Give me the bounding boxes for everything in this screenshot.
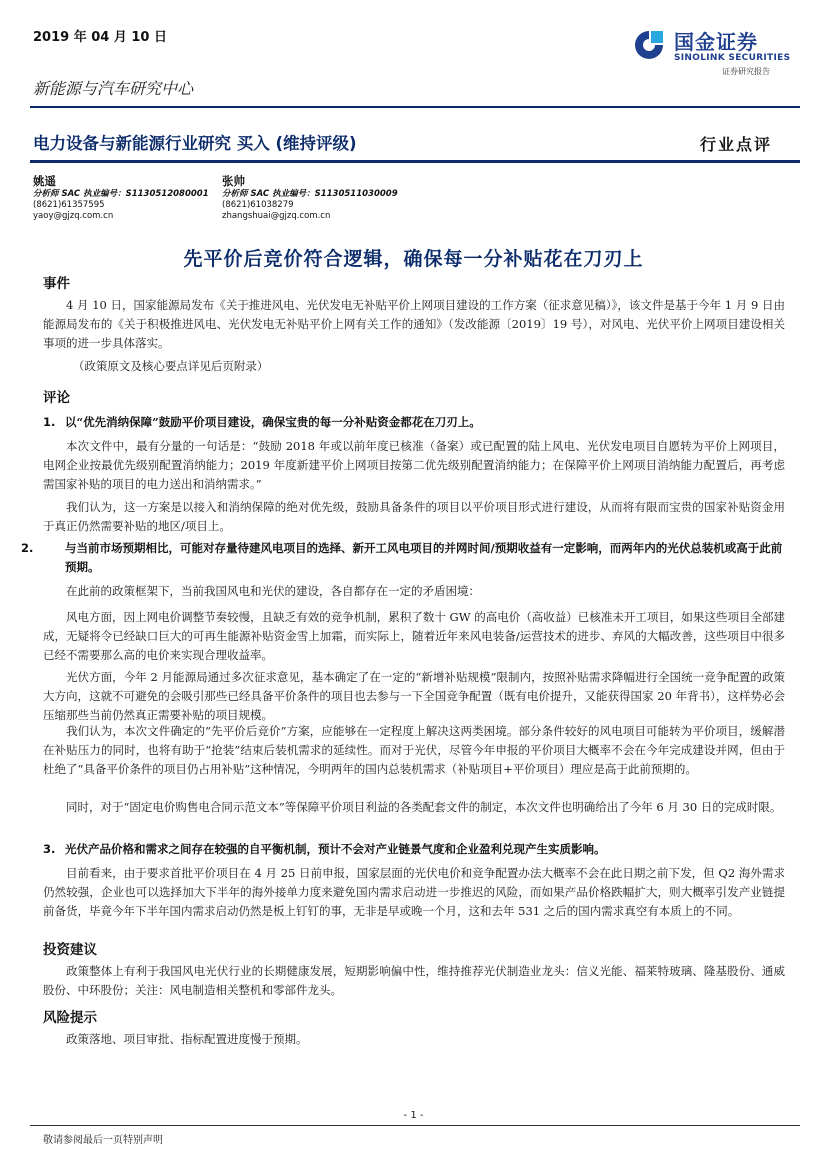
point-number: 1. <box>43 415 56 429</box>
analyst-phone: (8621)61357595 <box>33 200 105 210</box>
point1-paragraph: 本次文件中，最有分量的一句话是：“鼓励 2018 年或以前年度已核准（备案）或已配置的陆上风电、光伏发电项目自愿转为平价上网项目，电网企业按最优先级别配置消纳能力；2019 年度新建平价上网项目按第二优先级别配置消纳能力；在保障平价上网项目消纳能力配置后，再考虑需国家补贴的项目的电力送出和消纳需求。” <box>43 439 785 491</box>
footer-disclaimer: 敬请参阅最后一页特别声明 <box>43 1135 163 1146</box>
point-text: 以“优先消纳保障”鼓励平价项目建设，确保宝贵的每一分补贴资金都花在刀刃上。 <box>65 415 481 429</box>
analyst-license: 分析师 SAC 执业编号：S1130511030009 <box>222 189 398 199</box>
page-number: - 1 - <box>403 1110 424 1121</box>
sinolink-logo <box>632 26 802 78</box>
analyst-card <box>222 176 398 222</box>
analyst-phone: (8621)61038279 <box>222 200 294 210</box>
report-type: 行业点评 <box>700 135 773 154</box>
point2-paragraph: 同时，对于“固定电价购售电合同示范文本”等保障平价项目利益的各类配套文件的制定，本次文件也明确给出了今年 6 月 30 日的完成时限。 <box>66 800 782 814</box>
point-number: 3. <box>43 842 56 856</box>
header-rule <box>30 106 800 108</box>
logo-chinese-name: 国金证券 <box>674 30 758 54</box>
point1-paragraph: 我们认为，这一方案是以接入和消纳保障的绝对优先级，鼓励具备条件的项目以平价项目形式进行建设，从而将有限而宝贵的国家补贴资金用于真正仍然需要补贴的地区/项目上。 <box>43 500 785 533</box>
point2-paragraph: 在此前的政策框架下，当前我国风电和光伏的建设，各自都存在一定的矛盾困境： <box>66 584 480 598</box>
analyst-email[interactable]: zhangshuai@gjzq.com.cn <box>222 211 331 221</box>
report-date: 2019 年 04 月 10 日 <box>33 30 167 45</box>
comment-point-2 <box>21 539 793 577</box>
point-number: 2. <box>21 541 34 555</box>
event-paragraph: 4 月 10 日，国家能源局发布《关于推进风电、光伏发电无补贴平价上网项目建设的工作方案（征求意见稿）》，该文件是基于今年 1 月 9 日由能源局发布的《关于积极推进风电、光伏发电无补贴平价上网有关工作的通知》（发改能源〔2019〕19 号），对风电、光伏平价上网项目建设相关事项的进一步具体落实。 <box>43 298 785 350</box>
comment-point-3 <box>43 840 793 859</box>
comment-point-1 <box>43 413 793 432</box>
risk-paragraph: 政策落地、项目审批、指标配置进度慢于预期。 <box>66 1032 308 1046</box>
analyst-card <box>33 176 209 222</box>
analyst-license: 分析师 SAC 执业编号：S1130512080001 <box>33 189 209 199</box>
logo-subtitle: 证券研究报告 <box>722 67 770 76</box>
analyst-name: 张帅 <box>222 174 245 188</box>
analyst-name: 姚遥 <box>33 174 56 188</box>
point3-paragraph: 目前看来，由于要求首批平价项目在 4 月 25 日前申报，国家层面的光伏电价和竞争配置办法大概率不会在此日期之前下发，但 Q2 海外需求仍然较强，企业也可以选择加大下半年的海外接单力度来避免国内需求启动进一步推迟的风险，而如果产品价格跌幅扩大，则大概率引发产业链提前备货，毕竟今年下半年国内需求启动仍然是板上钉钉的事，无非是早或晚一个月，这和去年 531 之后的国内需求真空有本质上的不同。 <box>43 866 785 918</box>
title-rule <box>30 160 800 163</box>
headline: 先平价后竞价符合逻辑，确保每一分补贴花在刀刃上 <box>183 248 644 270</box>
analyst-email[interactable]: yaoy@gjzq.com.cn <box>33 211 114 221</box>
report-title: 电力设备与新能源行业研究 买入 (维持评级) <box>33 134 357 153</box>
research-center: 新能源与汽车研究中心 <box>33 79 194 98</box>
point-text: 光伏产品价格和需求之间存在较强的自平衡机制，预计不会对产业链景气度和企业盈利兑现产生实质影响。 <box>65 842 606 856</box>
point2-paragraph: 风电方面，因上网电价调整节奏较慢，且缺乏有效的竞争机制，累积了数十 GW 的高电价（高收益）已核准未开工项目，如果这些项目全部建成，无疑将令已经缺口巨大的可再生能源补贴资金雪上加霜，而实际上，随着近年来风电装备/运营技术的进步、弃风的大幅改善，这些项目中很多已经不需要那么高的电价来实现合理收益率。 <box>43 610 785 662</box>
point2-paragraph: 我们认为，本次文件确定的“先平价后竞价”方案，应能够在一定程度上解决这两类困境。部分条件较好的风电项目可能转为平价项目，缓解潜在补贴压力的同时，也将有助于“抢装”结束后装机需求的延续性。而对于光伏，尽管今年申报的平价项目大概率不会在今年完成建设并网，但由于杜绝了“具备平价条件的项目仍占用补贴”这种情况，今明两年的国内总装机需求（补贴项目+平价项目）理应是高于此前预期的。 <box>43 724 785 776</box>
point2-paragraph: 光伏方面，今年 2 月能源局通过多次征求意见，基本确定了在一定的“新增补贴规模”限制内，按照补贴需求降幅进行全国统一竞争配置的政策大方向，这就不可避免的会吸引那些已经具备平价条件的项目也去参与一下全国竞争配置（既有电价提升，又能获得国家 20 年背书），这样势必会压缩那些当前仍然真正需要补贴的项目规模。 <box>43 670 785 722</box>
section-heading-comment: 评论 <box>43 390 70 406</box>
sinolink-logo-icon <box>632 28 666 62</box>
section-heading-invest: 投资建议 <box>43 942 97 958</box>
logo-english-name: SINOLINK SECURITIES <box>674 53 791 63</box>
point-text: 与当前市场预期相比，可能对存量待建风电项目的选择、新开工风电项目的并网时间/预期收益有一定影响，而两年内的光伏总装机或高于此前预期。 <box>65 541 783 574</box>
section-heading-risk: 风险提示 <box>43 1010 97 1026</box>
event-note: （政策原文及核心要点详见后页附录） <box>72 359 269 373</box>
footer-rule <box>30 1125 800 1126</box>
section-heading-event: 事件 <box>43 276 70 292</box>
invest-paragraph: 政策整体上有利于我国风电光伏行业的长期健康发展，短期影响偏中性，维持推荐光伏制造业龙头：信义光能、福莱特玻璃、隆基股份、通威股份、中环股份；关注：风电制造相关整机和零部件龙头。 <box>43 964 785 997</box>
